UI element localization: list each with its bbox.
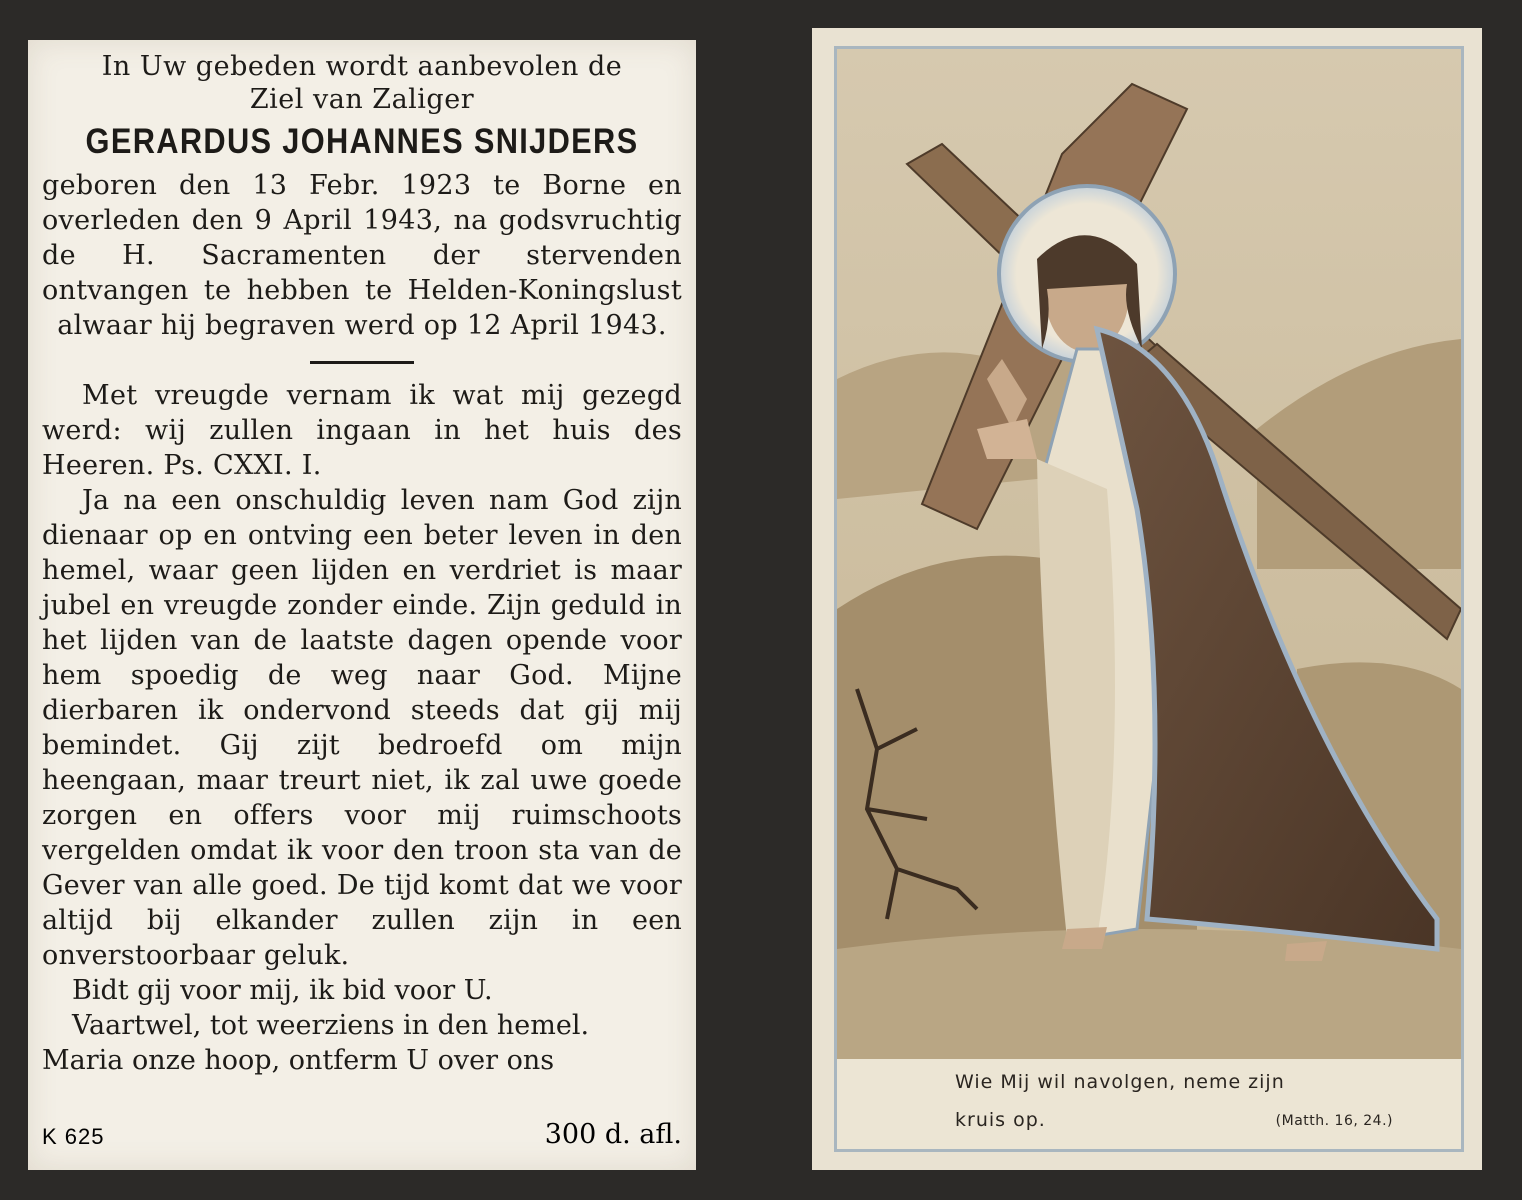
- intro-line-1: In Uw gebeden wordt aanbevolen de: [101, 51, 623, 82]
- separator-rule: [310, 361, 414, 364]
- devotional-image-card: [812, 28, 1482, 1170]
- biography: geboren den 13 Febr. 1923 te Borne en overleden den 9 April 1943, na godsvruchtig de H. Sacramenten der stervenden ontvangen te hebben te Helden-Koningslust alwaar hij begraven werd op 12 April 1943.: [42, 170, 682, 341]
- memorial-body-text: Ja na een onschuldig leven nam God zijn dienaar op en ontving een beter leven in den hemel, waar geen lijden en verdriet is maar jubel en vreugde zonder einde. Zijn geduld in het lijden van de laatste dagen opende voor hem spoedig de weg naar God. Mijne dierbaren ik ondervond steeds dat gij mij bemindet. Gij zijt bedroefd om mijn heengaan, maar treurt niet, ik zal uwe goede zorgen en offers voor mij ruimschoots vergelden omdat ik voor den troon sta van de Gever van alle goed. De tijd komt dat we voor altijd bij elkander zullen zijn in een onverstoorbaar geluk.: [42, 485, 682, 971]
- closing-line-1: Bidt gij voor mij, ik bid voor U.: [72, 975, 493, 1006]
- caption-line-1: Wie Mij wil navolgen, neme zijn: [955, 1071, 1285, 1093]
- psalm-quote: Met vreugde vernam ik wat mij gezegd werd: wij zullen ingaan in het huis des Heeren. Ps. CXXI. I.: [42, 380, 682, 481]
- closing-line-2: Vaartwel, tot weerziens in den hemel.: [72, 1010, 590, 1041]
- closing-line-3: Maria onze hoop, ontferm U over ons: [42, 1045, 555, 1076]
- christ-carrying-cross-illustration: [837, 49, 1461, 1149]
- scripture-reference: (Matth. 16, 24.): [1275, 1113, 1393, 1129]
- closing-lines: [42, 973, 682, 1078]
- foot-left: [1062, 927, 1107, 949]
- image-caption: [837, 1059, 1461, 1149]
- foot-right: [1285, 941, 1327, 961]
- memorial-text-card: [28, 40, 696, 1170]
- caption-line-2: kruis op.: [955, 1109, 1046, 1131]
- card-footer: [42, 1119, 682, 1150]
- image-frame: [834, 46, 1464, 1152]
- memorial-text: [42, 50, 682, 1078]
- intro-line-2: Ziel van Zaliger: [249, 84, 475, 115]
- print-code: K 625: [42, 1124, 105, 1149]
- indulgence-note: 300 d. afl.: [544, 1119, 682, 1150]
- deceased-name: GERARDUS JOHANNES SNIJDERS: [85, 122, 639, 161]
